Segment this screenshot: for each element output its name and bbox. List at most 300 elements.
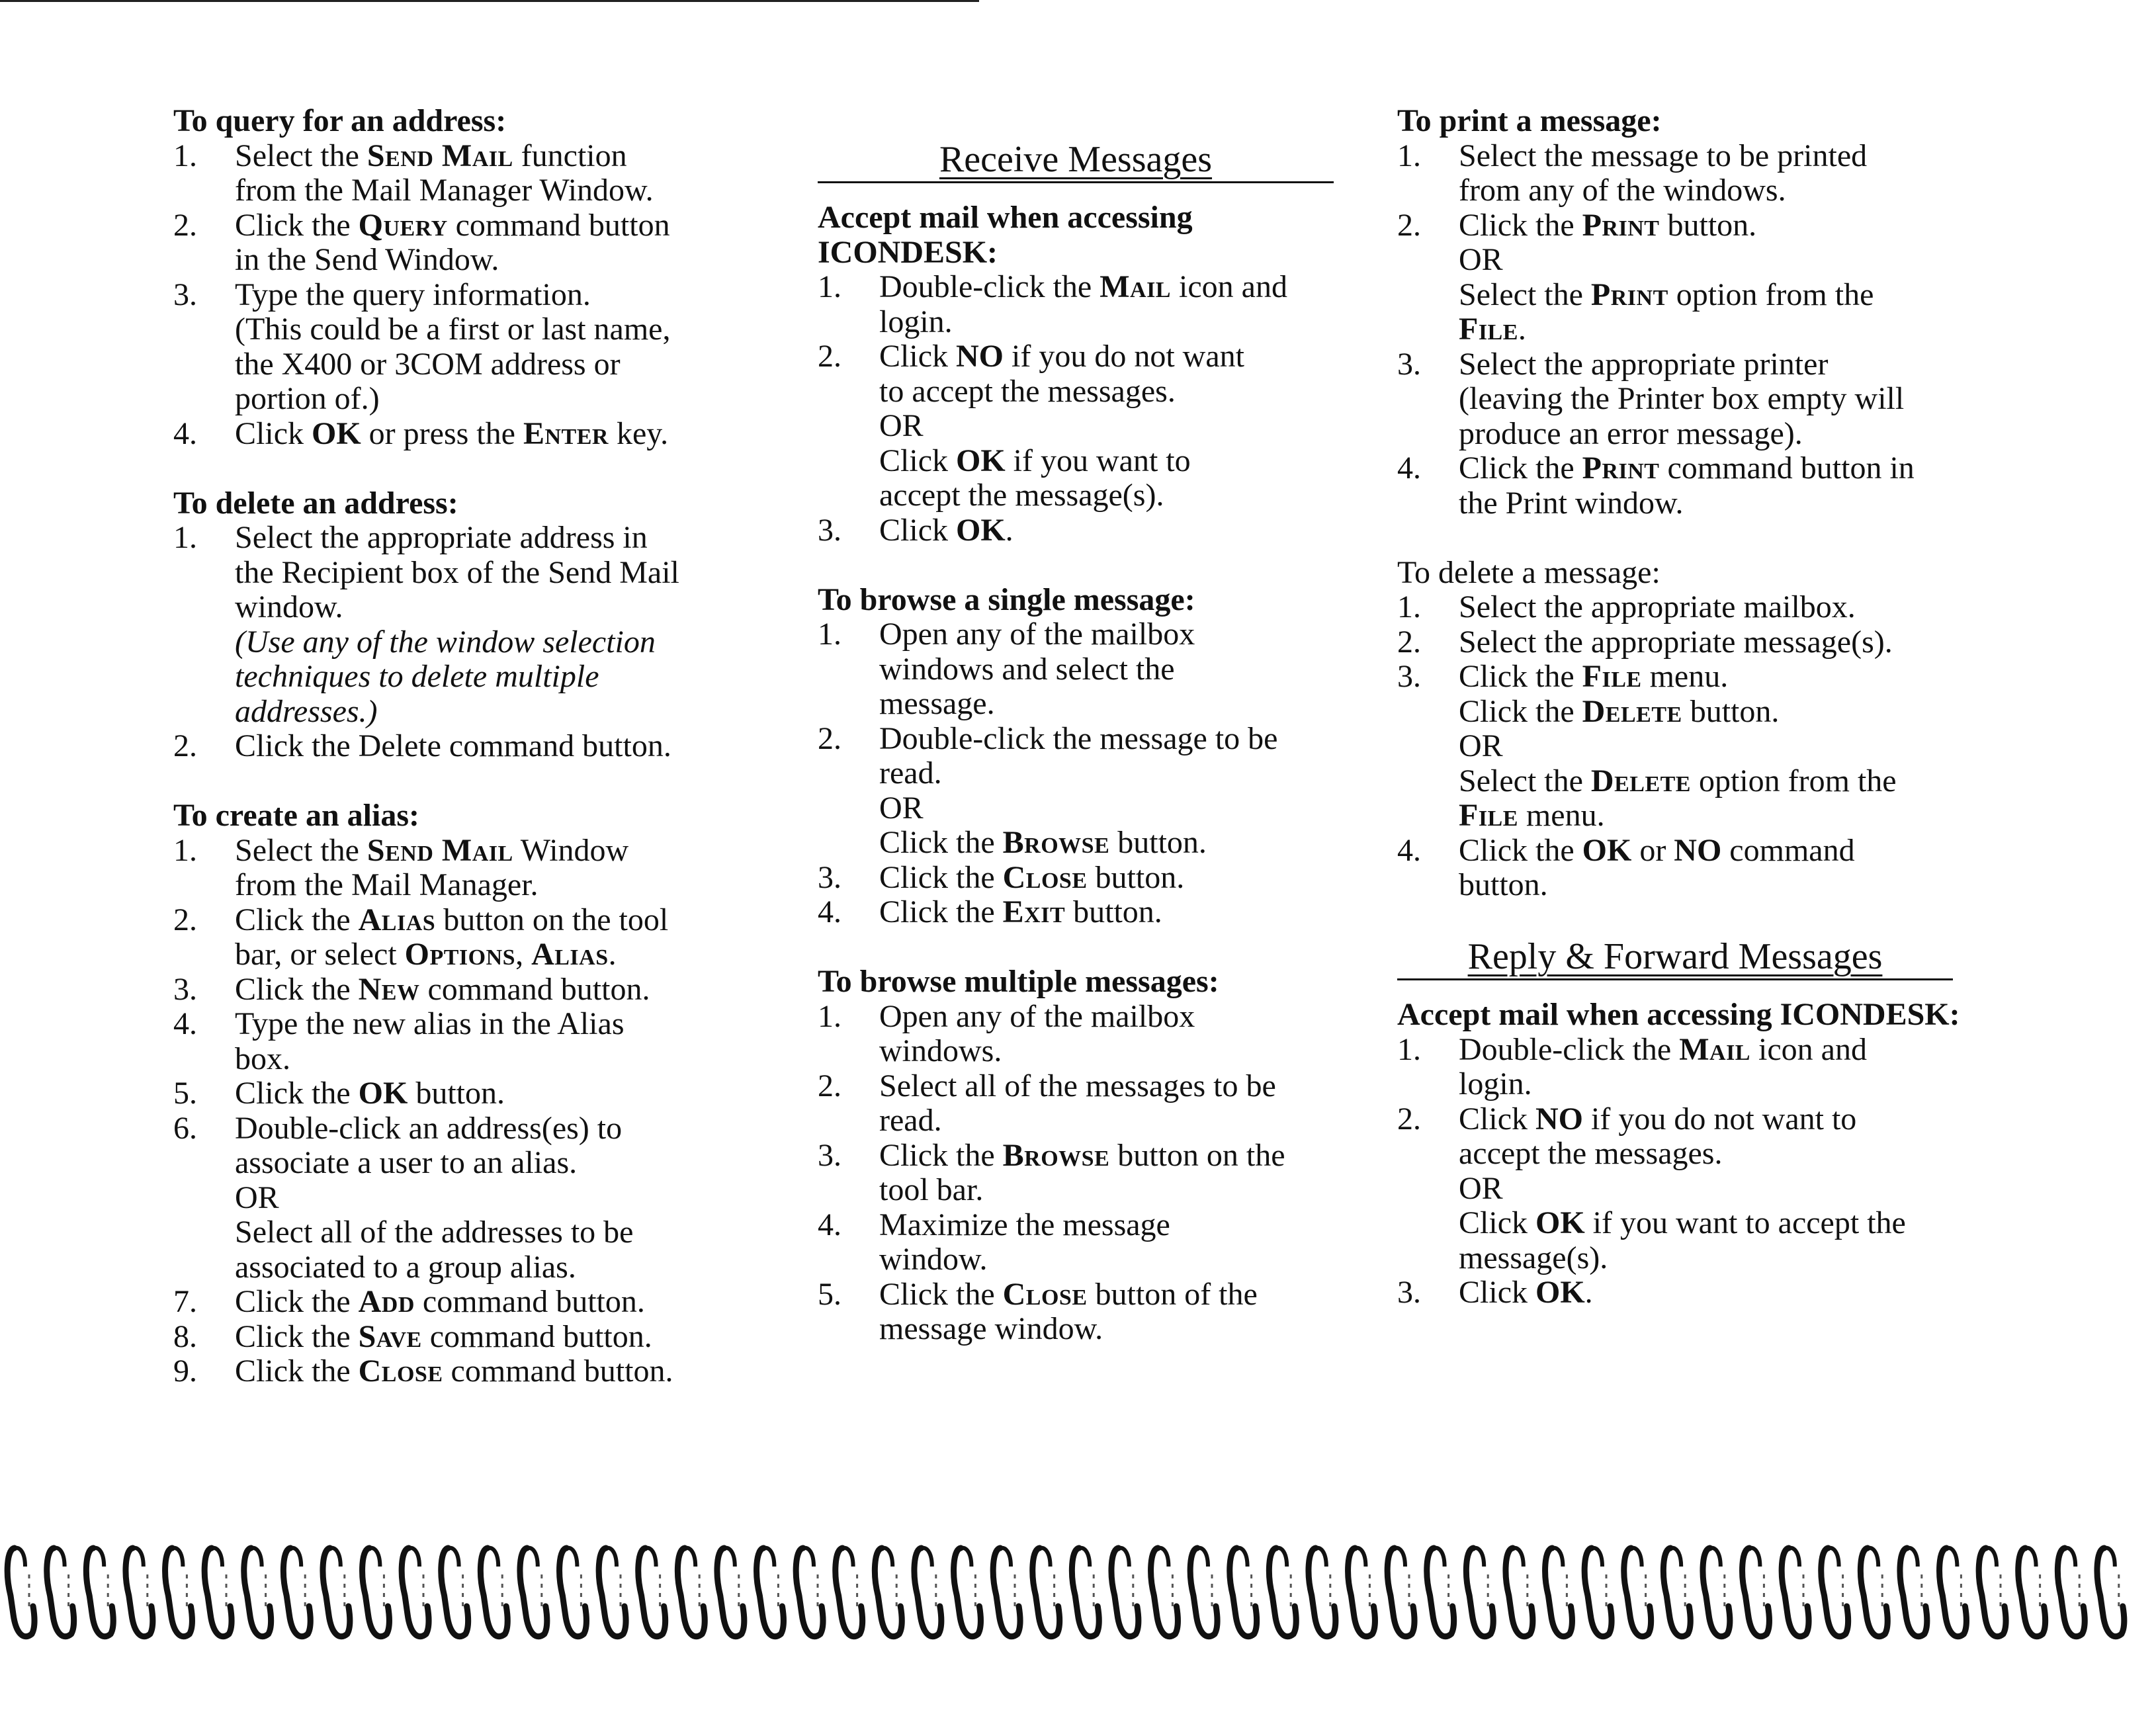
step-list	[818, 617, 1334, 930]
step-text: Click the	[879, 1137, 1003, 1173]
binding-loop	[599, 1548, 626, 1637]
command-keyword: OK	[956, 512, 1006, 548]
binding-loop	[1860, 1548, 1887, 1637]
step-text: if you want to	[1005, 443, 1191, 478]
command-keyword: OK	[358, 1076, 408, 1111]
step-text: menu.	[1641, 659, 1729, 694]
command-keyword: Print	[1582, 451, 1660, 486]
step-number: 7.	[173, 1284, 197, 1319]
step-number: 3.	[173, 971, 197, 1007]
step-line	[879, 617, 1334, 652]
binding-loop	[204, 1548, 232, 1637]
command-keyword: Print	[1590, 277, 1668, 312]
step-item	[173, 972, 755, 1008]
step-text: option from the	[1668, 277, 1874, 312]
step-number: 2.	[818, 1068, 841, 1103]
command-keyword: OK	[956, 443, 1006, 478]
step-text: Click the	[1459, 693, 1582, 729]
step-item	[1397, 451, 1979, 521]
step-number: 1.	[1397, 138, 1421, 173]
step-text: button.	[1459, 867, 1548, 902]
binding-loop	[165, 1548, 193, 1637]
binding-loop	[717, 1548, 744, 1637]
step-text: button.	[1659, 207, 1757, 243]
step-text: OR	[1459, 728, 1503, 763]
command-keyword: Alias	[358, 902, 436, 937]
step-item	[173, 1111, 755, 1285]
step-line	[879, 478, 1334, 513]
step-text: .	[1005, 512, 1013, 548]
step-text: Click the	[1459, 832, 1582, 868]
step-text: Select the	[1459, 277, 1591, 312]
step-number: 1.	[1397, 1031, 1421, 1067]
step-text: if you do not want to	[1583, 1101, 1857, 1137]
step-text: command button in	[1659, 451, 1915, 486]
step-number: 4.	[818, 1207, 841, 1242]
step-line	[235, 208, 755, 243]
command-keyword: OK	[312, 415, 361, 451]
step-line	[879, 1069, 1334, 1104]
step-item	[818, 1069, 1334, 1139]
binding-loop	[2057, 1548, 2085, 1637]
step-line	[879, 652, 1334, 687]
command-keyword: Send Mail	[367, 138, 513, 173]
step-text: command button.	[419, 971, 650, 1007]
step-item	[173, 208, 755, 278]
binding-loop	[2097, 1548, 2124, 1637]
binding-loop	[796, 1548, 823, 1637]
binding-loop	[1190, 1548, 1217, 1637]
step-text: Select the	[235, 138, 367, 173]
step-number: 3.	[818, 859, 841, 895]
command-keyword: Browse	[1002, 1137, 1110, 1173]
step-text: button.	[1087, 859, 1185, 895]
step-line	[235, 382, 755, 417]
step-text: window.	[879, 1242, 988, 1277]
binding-loop	[677, 1548, 705, 1637]
section-title: To query for an address:	[173, 103, 507, 138]
step-line	[879, 1277, 1334, 1313]
step-item	[1397, 590, 1979, 625]
step-number: 3.	[1397, 1275, 1421, 1310]
command-keyword: Query	[358, 207, 448, 243]
step-number: 4.	[173, 1006, 197, 1041]
step-item	[1397, 625, 1979, 660]
binding-loop	[1033, 1548, 1060, 1637]
step-line	[879, 1034, 1334, 1069]
step-text: produce an error message).	[1459, 415, 1803, 451]
step-number: 2.	[173, 207, 197, 243]
step-line	[879, 1208, 1334, 1243]
step-number: 2.	[818, 339, 841, 374]
step-text: button.	[408, 1076, 505, 1111]
step-number: 4.	[1397, 832, 1421, 868]
step-line	[1459, 729, 1979, 764]
step-text: icon and	[1750, 1031, 1867, 1067]
binding-loop	[1821, 1548, 1848, 1637]
step-line	[879, 270, 1334, 305]
instruction-section	[173, 486, 755, 764]
step-line	[879, 722, 1334, 757]
step-line	[235, 1042, 755, 1077]
step-text: Click	[879, 339, 956, 374]
step-line	[1459, 1067, 1979, 1102]
binding-loop	[914, 1548, 941, 1637]
command-keyword: Send Mail	[367, 832, 513, 868]
step-number: 6.	[173, 1110, 197, 1146]
section-title: To create an alias:	[173, 798, 419, 833]
step-text: OR	[879, 408, 924, 443]
step-line	[879, 826, 1334, 861]
step-text: Select the	[235, 832, 367, 868]
step-text: command button	[447, 207, 670, 243]
step-text: Click the	[1459, 207, 1582, 243]
step-line	[235, 347, 755, 382]
step-line	[1459, 798, 1979, 834]
step-text: Click the	[879, 859, 1003, 895]
step-text: the Print window.	[1459, 485, 1684, 521]
step-text: message.	[879, 686, 995, 721]
step-line	[879, 1242, 1334, 1277]
step-line	[235, 312, 755, 347]
binding-loop	[1900, 1548, 1927, 1637]
step-text: Double-click an address(es) to	[235, 1110, 623, 1146]
step-text: Click the	[235, 1076, 359, 1111]
step-number: 2.	[1397, 1101, 1421, 1137]
step-number: 1.	[1397, 589, 1421, 624]
command-keyword: Delete	[1590, 763, 1691, 798]
step-text: login.	[1459, 1066, 1532, 1101]
binding-loop	[1427, 1548, 1454, 1637]
step-list	[818, 270, 1334, 548]
binding-loop	[875, 1548, 902, 1637]
step-number: 3.	[818, 512, 841, 548]
command-keyword: NO	[1535, 1101, 1583, 1137]
step-text: Open any of the mailbox	[879, 617, 1195, 652]
step-line	[1459, 173, 1979, 208]
step-line	[235, 521, 755, 556]
step-item	[818, 1277, 1334, 1347]
step-text: Click	[1459, 1101, 1535, 1137]
command-keyword: File	[1459, 312, 1518, 347]
step-text: Click	[235, 415, 312, 451]
step-line	[235, 173, 755, 208]
step-item	[173, 1076, 755, 1111]
step-line	[235, 1354, 755, 1389]
section-title: To delete an address:	[173, 485, 458, 521]
binding-loop	[954, 1548, 981, 1637]
step-line	[1459, 243, 1979, 278]
binding-loop	[1703, 1548, 1730, 1637]
step-text: Click the	[235, 971, 359, 1007]
step-text: option from the	[1690, 763, 1897, 798]
step-note: techniques to delete multiple	[235, 659, 599, 694]
binding-loop	[993, 1548, 1020, 1637]
step-text: Click	[879, 512, 956, 548]
step-line	[235, 1181, 755, 1216]
binding-loop	[1466, 1548, 1493, 1637]
step-line	[1459, 347, 1979, 382]
step-line	[235, 278, 755, 313]
command-keyword: Mail	[1679, 1031, 1750, 1067]
instruction-section	[1397, 104, 1979, 521]
binding-loop	[1940, 1548, 1967, 1637]
step-item	[818, 270, 1334, 339]
step-number: 1.	[173, 520, 197, 555]
step-item	[818, 1208, 1334, 1277]
step-text: OR	[1459, 1170, 1503, 1206]
step-number: 1.	[173, 138, 197, 173]
command-keyword: File	[1459, 798, 1518, 833]
binding-loop	[1545, 1548, 1573, 1637]
step-line	[235, 729, 755, 764]
instruction-section	[818, 583, 1334, 930]
step-text: Select the message to be printed	[1459, 138, 1868, 173]
step-text: OR	[879, 790, 924, 826]
step-line	[235, 1250, 755, 1285]
step-line	[879, 513, 1334, 548]
step-text: Select the appropriate address in	[235, 520, 648, 555]
step-text: or press the	[361, 415, 523, 451]
step-text: icon and	[1171, 269, 1287, 304]
binding-loop	[1072, 1548, 1099, 1637]
step-text: Select all of the messages to be	[879, 1068, 1276, 1103]
step-number: 4.	[818, 894, 841, 929]
step-text: associated to a group alias.	[235, 1249, 576, 1285]
step-line	[235, 903, 755, 938]
instruction-section	[818, 965, 1334, 1347]
step-text: message(s).	[1459, 1240, 1608, 1275]
step-text: key.	[608, 415, 669, 451]
step-line	[879, 756, 1334, 791]
binding-loop	[1979, 1548, 2006, 1637]
step-line	[879, 895, 1334, 930]
step-line	[1459, 382, 1979, 417]
step-item	[173, 278, 755, 417]
step-line	[1459, 486, 1979, 521]
step-line	[1459, 625, 1979, 660]
step-number: 1.	[173, 832, 197, 868]
command-keyword: Enter	[523, 415, 609, 451]
command-keyword: New	[358, 971, 420, 1007]
step-text: windows.	[879, 1033, 1002, 1068]
column-right	[1397, 104, 1979, 1311]
step-line	[879, 1103, 1334, 1139]
step-item	[818, 339, 1334, 513]
step-text: in the Send Window.	[235, 242, 499, 277]
command-keyword: Add	[358, 1284, 415, 1319]
step-number: 4.	[173, 415, 197, 451]
step-text: button.	[1109, 825, 1207, 860]
step-number: 2.	[1397, 207, 1421, 243]
step-text: read.	[879, 755, 942, 791]
step-text: Click	[1459, 1275, 1535, 1310]
command-keyword: Close	[1002, 1276, 1088, 1312]
step-line	[879, 1000, 1334, 1035]
step-item	[1397, 660, 1979, 834]
step-item	[1397, 1033, 1979, 1102]
binding-loop	[520, 1548, 547, 1637]
step-number: 4.	[1397, 451, 1421, 486]
step-text: the X400 or 3COM address or	[235, 346, 621, 382]
binding-loop	[1584, 1548, 1612, 1637]
step-item	[173, 1320, 755, 1355]
step-text: Select the appropriate printer	[1459, 346, 1829, 382]
step-number: 1.	[818, 617, 841, 652]
step-line	[1459, 834, 1979, 869]
step-line	[1459, 1102, 1979, 1137]
step-item	[173, 521, 755, 729]
step-item	[818, 861, 1334, 896]
binding-loop	[1387, 1548, 1414, 1637]
step-text: Maximize the message	[879, 1207, 1170, 1242]
step-text: read.	[879, 1103, 942, 1138]
step-line	[879, 305, 1334, 340]
step-item	[1397, 139, 1979, 208]
step-line	[235, 590, 755, 625]
step-line	[235, 417, 755, 452]
step-text: .	[1518, 312, 1526, 347]
step-text: Click the	[1459, 659, 1582, 694]
binding-loop	[363, 1548, 390, 1637]
command-keyword: OK	[1535, 1205, 1585, 1240]
step-item	[173, 1285, 755, 1320]
step-text: or	[1631, 832, 1674, 868]
binding-loop	[441, 1548, 468, 1637]
step-text: (leaving the Printer box empty will	[1459, 381, 1905, 416]
step-number: 1.	[818, 998, 841, 1034]
step-line	[235, 868, 755, 903]
command-keyword: Browse	[1002, 825, 1110, 860]
step-item	[173, 139, 755, 208]
step-line	[1459, 1241, 1979, 1276]
step-text: .	[608, 937, 617, 972]
step-text: command	[1721, 832, 1855, 868]
step-note: (Use any of the window selection	[235, 624, 656, 660]
step-list	[173, 139, 755, 452]
binding-loop	[1743, 1548, 1770, 1637]
step-text: command button.	[414, 1284, 645, 1319]
step-list	[818, 1000, 1334, 1347]
step-text: box.	[235, 1041, 290, 1076]
instruction-section	[1397, 998, 1979, 1311]
step-text: .	[1584, 1275, 1593, 1310]
binding-loop	[283, 1548, 310, 1637]
step-text: the Recipient box of the Send Mail	[235, 554, 679, 590]
binding-loop	[7, 1548, 34, 1637]
command-keyword: Save	[358, 1318, 422, 1354]
step-text: Window	[513, 832, 629, 868]
step-text: Click the Delete command button.	[235, 728, 671, 763]
step-line	[1459, 695, 1979, 730]
step-number: 2.	[173, 902, 197, 937]
step-item	[1397, 1275, 1979, 1311]
binding-loop	[638, 1548, 666, 1637]
step-line	[1459, 660, 1979, 695]
binding-loop	[1348, 1548, 1375, 1637]
step-list	[173, 521, 755, 764]
step-text: Open any of the mailbox	[879, 998, 1195, 1034]
command-keyword: Mail	[1100, 269, 1171, 304]
step-line	[1459, 590, 1979, 625]
step-text: from any of the windows.	[1459, 173, 1786, 208]
section-title: Accept mail when accessing ICONDESK:	[818, 200, 1193, 270]
step-item	[1397, 834, 1979, 903]
step-text: OR	[235, 1180, 279, 1215]
command-keyword: File	[1582, 659, 1642, 694]
step-line	[1459, 1137, 1979, 1172]
step-item	[818, 895, 1334, 930]
step-text: Click the	[235, 1284, 359, 1319]
step-text: Type the new alias in the Alias	[235, 1006, 625, 1041]
step-item	[818, 1000, 1334, 1069]
step-item	[173, 903, 755, 972]
step-item	[173, 1007, 755, 1076]
step-text: Select the appropriate message(s).	[1459, 624, 1893, 660]
spiral-binding-graphic	[0, 1535, 2156, 1667]
step-text: portion of.)	[235, 381, 380, 416]
step-text: Click	[879, 443, 956, 478]
step-number: 3.	[1397, 346, 1421, 382]
step-text: from the Mail Manager.	[235, 867, 539, 902]
section-title: Accept mail when accessing ICONDESK:	[1397, 997, 1960, 1032]
step-text: Click the	[879, 894, 1003, 929]
binding-loop	[836, 1548, 863, 1637]
step-line	[879, 791, 1334, 826]
step-item	[173, 834, 755, 903]
command-keyword: Exit	[1002, 894, 1066, 929]
step-item	[818, 722, 1334, 861]
binding-loop	[2018, 1548, 2046, 1637]
binding-loop	[1506, 1548, 1533, 1637]
step-text: accept the messages.	[1459, 1136, 1723, 1171]
step-item	[818, 1139, 1334, 1208]
step-number: 2.	[173, 728, 197, 763]
step-line	[879, 444, 1334, 479]
step-text: Click the	[235, 1318, 359, 1354]
command-keyword: Close	[1002, 859, 1088, 895]
command-keyword: Close	[358, 1354, 443, 1389]
column-left	[173, 104, 755, 1389]
step-text: Click the	[235, 207, 359, 243]
binding-loop	[480, 1548, 507, 1637]
step-line	[235, 1320, 755, 1355]
binding-loop	[757, 1548, 784, 1637]
step-text: Select the	[1459, 763, 1591, 798]
step-text: Click the	[879, 825, 1003, 860]
command-keyword: NO	[1674, 832, 1722, 868]
step-text: associate a user to an alias.	[235, 1145, 578, 1180]
step-text: button on the tool	[435, 902, 669, 937]
step-text: ,	[515, 937, 532, 972]
binding-loop	[1663, 1548, 1690, 1637]
binding-loop	[1309, 1548, 1336, 1637]
step-text: button of the	[1087, 1276, 1258, 1312]
command-keyword: Alias	[531, 937, 609, 972]
command-keyword: Delete	[1582, 693, 1682, 729]
step-text: tool bar.	[879, 1172, 984, 1207]
instruction-section	[1397, 556, 1979, 903]
step-text: accept the message(s).	[879, 478, 1164, 513]
step-item	[173, 729, 755, 764]
binding-loop	[1111, 1548, 1139, 1637]
step-list	[173, 834, 755, 1389]
step-item	[1397, 208, 1979, 347]
top-border-line	[0, 0, 979, 2]
step-line	[235, 1076, 755, 1111]
step-text: window.	[235, 589, 343, 624]
step-note: addresses.)	[235, 693, 378, 729]
